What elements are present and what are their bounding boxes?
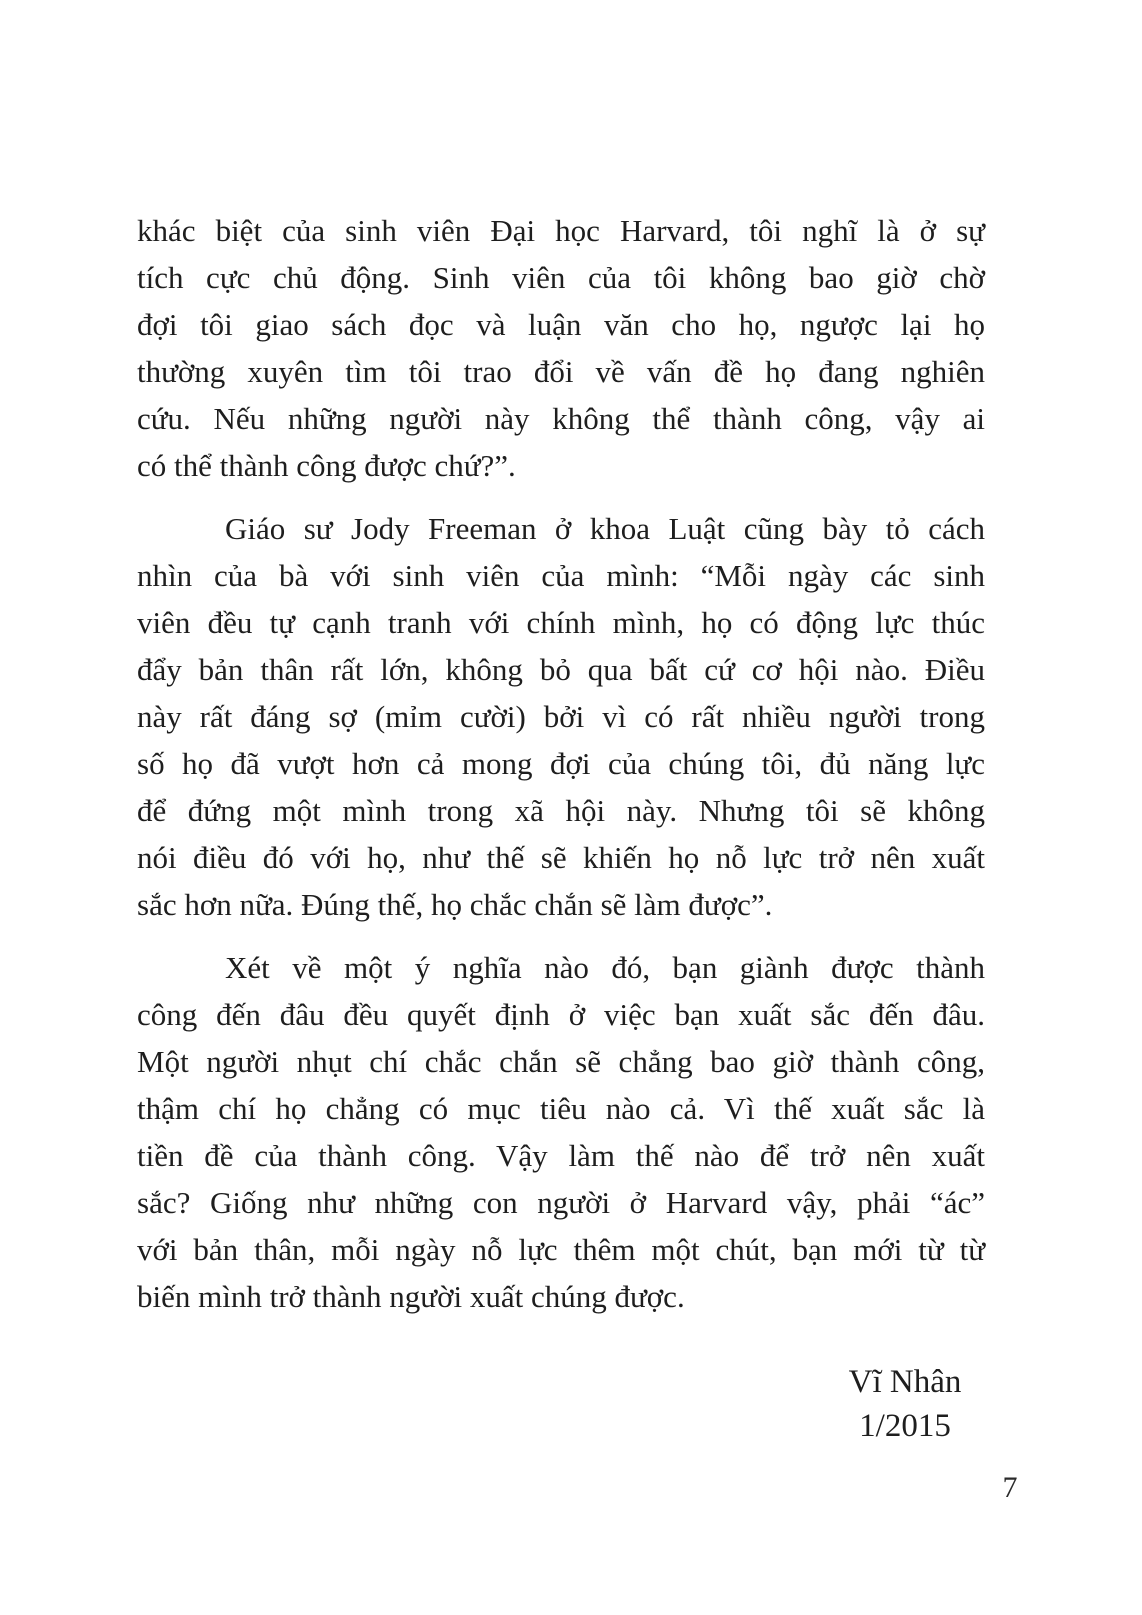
text-line: công đến đâu đều quyết định ở việc bạn xuất sắc đến đâu.	[137, 997, 985, 1032]
text-line: viên đều tự cạnh tranh với chính mình, họ có động lực thúc	[137, 605, 985, 640]
text-line: với bản thân, mỗi ngày nỗ lực thêm một chút, bạn mới từ từ	[137, 1232, 985, 1267]
page-number: 7	[1002, 1471, 1018, 1504]
signature-name: Vĩ Nhân	[848, 1364, 962, 1400]
text-line: cứu. Nếu những người này không thể thành công, vậy ai	[137, 401, 985, 436]
text-line: khác biệt của sinh viên Đại học Harvard, tôi nghĩ là ở sự	[137, 213, 985, 248]
text-line: này rất đáng sợ (mỉm cười) bởi vì có rất nhiều người trong	[137, 699, 985, 734]
text-line: đợi tôi giao sách đọc và luận văn cho họ, ngược lại họ	[137, 307, 985, 342]
text-line: sắc hơn nữa. Đúng thế, họ chắc chắn sẽ làm được”.	[137, 887, 773, 922]
paragraph-1	[137, 207, 985, 489]
text-line: nhìn của bà với sinh viên của mình: “Mỗi ngày các sinh	[137, 558, 985, 593]
text-line: nói điều đó với họ, như thế sẽ khiến họ nỗ lực trở nên xuất	[137, 840, 985, 875]
page-body	[137, 207, 985, 1320]
text-line: tiền đề của thành công. Vậy làm thế nào để trở nên xuất	[137, 1138, 985, 1173]
text-line: tích cực chủ động. Sinh viên của tôi không bao giờ chờ	[137, 260, 985, 295]
text-line: thường xuyên tìm tôi trao đổi về vấn đề họ đang nghiên	[137, 354, 985, 389]
text-line: Xét về một ý nghĩa nào đó, bạn giành được thành	[225, 950, 985, 985]
text-line: thậm chí họ chẳng có mục tiêu nào cả. Vì thế xuất sắc là	[137, 1091, 985, 1126]
text-line: đẩy bản thân rất lớn, không bỏ qua bất cứ cơ hội nào. Điều	[137, 652, 985, 687]
text-line: biến mình trở thành người xuất chúng được.	[137, 1279, 685, 1314]
text-line: sắc? Giống như những con người ở Harvard vậy, phải “ác”	[137, 1185, 985, 1220]
signature-block	[755, 1360, 1055, 1448]
text-line: Một người nhụt chí chắc chắn sẽ chẳng bao giờ thành công,	[137, 1044, 985, 1079]
text-line: số họ đã vượt hơn cả mong đợi của chúng tôi, đủ năng lực	[137, 746, 985, 781]
paragraph-2	[137, 505, 985, 928]
paragraph-3	[137, 944, 985, 1320]
signature-date: 1/2015	[859, 1408, 951, 1444]
text-line: có thể thành công được chứ?”.	[137, 448, 516, 483]
text-line: Giáo sư Jody Freeman ở khoa Luật cũng bày tỏ cách	[225, 511, 985, 546]
text-line: để đứng một mình trong xã hội này. Nhưng tôi sẽ không	[137, 793, 985, 828]
